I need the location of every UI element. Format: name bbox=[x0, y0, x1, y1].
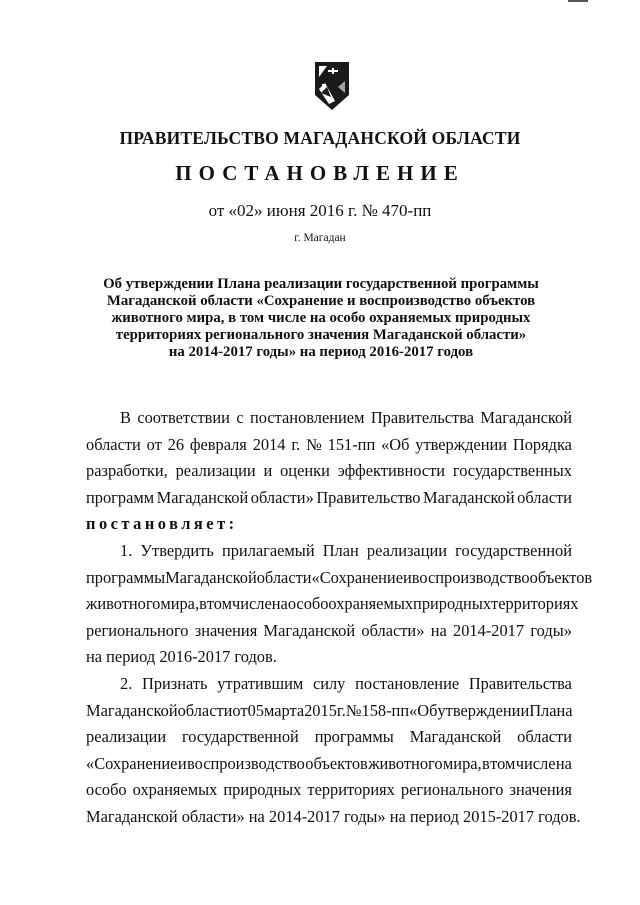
item2-line bbox=[86, 698, 572, 725]
word: Плана bbox=[529, 700, 573, 720]
item1-line: на период 2016-2017 годов. bbox=[86, 647, 277, 667]
word: Признать bbox=[141, 673, 208, 693]
word: утверждении bbox=[437, 700, 530, 720]
word: в bbox=[482, 753, 490, 773]
word: объектов bbox=[305, 753, 368, 773]
document-date-number: от «02» июня 2016 г. № 470-пп bbox=[208, 201, 432, 220]
word: № bbox=[306, 434, 322, 454]
item1-line bbox=[86, 538, 572, 565]
document-type: ПОСТАНОВЛЕНИЕ bbox=[175, 161, 465, 185]
word: животного bbox=[86, 594, 161, 614]
word: годы» bbox=[530, 620, 572, 640]
word: г. bbox=[291, 434, 301, 454]
word: регионального bbox=[86, 620, 189, 640]
word: 05 bbox=[247, 700, 264, 720]
word: Утвердить bbox=[140, 540, 214, 560]
resolves-label: постановляет: bbox=[86, 514, 238, 534]
word: 1. bbox=[120, 540, 133, 560]
word: числе bbox=[515, 753, 556, 773]
word: соответствии bbox=[137, 408, 230, 427]
word: и bbox=[402, 567, 412, 587]
item2-line bbox=[86, 751, 572, 778]
word: от bbox=[232, 700, 248, 720]
word: на bbox=[271, 594, 288, 614]
word: области» bbox=[361, 620, 425, 640]
word: План bbox=[322, 540, 359, 560]
word: программы bbox=[86, 567, 166, 587]
item1-line bbox=[86, 618, 572, 645]
word: Магаданской bbox=[263, 620, 356, 640]
word: реализации bbox=[175, 461, 256, 481]
word: постановление bbox=[355, 673, 460, 693]
word: г. bbox=[336, 700, 346, 720]
word: том bbox=[206, 594, 233, 614]
subject-line: на 2014-2017 годы» на период 2016-2017 годов bbox=[168, 344, 474, 360]
document-subject bbox=[90, 276, 552, 361]
word: 2015 bbox=[304, 700, 337, 720]
word: особо bbox=[86, 780, 127, 800]
word: Правительства bbox=[468, 673, 572, 693]
word: Магаданской bbox=[423, 487, 515, 507]
word: № bbox=[345, 700, 362, 720]
word: прилагаемый bbox=[221, 540, 315, 560]
word: 26 bbox=[167, 434, 185, 454]
word: воспроизводство bbox=[187, 753, 305, 773]
coat-of-arms-icon bbox=[305, 57, 359, 113]
word: области bbox=[517, 727, 572, 747]
word: территориях bbox=[491, 594, 579, 614]
word: и bbox=[263, 461, 273, 481]
word: природных bbox=[223, 780, 302, 800]
word: от bbox=[146, 434, 162, 454]
preamble-line bbox=[86, 485, 572, 512]
word: мира, bbox=[160, 594, 200, 614]
item2-line bbox=[86, 777, 572, 804]
word: том bbox=[490, 753, 516, 773]
word: Порядка bbox=[512, 434, 572, 454]
subject-line: Об утверждении Плана реализации государственной программы bbox=[103, 276, 539, 292]
preamble-line bbox=[86, 458, 572, 485]
word: значения bbox=[509, 780, 572, 800]
word: реализации bbox=[366, 540, 448, 560]
word: в bbox=[199, 594, 207, 614]
subject-line: территориях регионального значения Магаданской области» bbox=[115, 327, 527, 343]
item1-line bbox=[86, 591, 579, 618]
subject-line: животного мира, в том числе на особо охраняемых природных bbox=[111, 310, 531, 326]
word: постановлением bbox=[250, 408, 365, 427]
word: объектов bbox=[529, 567, 593, 587]
word: 2. bbox=[120, 673, 133, 693]
preamble-line bbox=[86, 432, 572, 459]
word: февраля bbox=[189, 434, 247, 454]
word: значения bbox=[194, 620, 258, 640]
word: мира, bbox=[442, 753, 482, 773]
word: на bbox=[555, 753, 572, 773]
word: «Об bbox=[381, 434, 410, 454]
word: марта bbox=[263, 700, 305, 720]
word: области» bbox=[250, 487, 314, 507]
word: области bbox=[256, 567, 312, 587]
word: государственной bbox=[181, 727, 299, 747]
word: регионального bbox=[400, 780, 504, 800]
word: Правительство bbox=[316, 487, 421, 507]
word: программ bbox=[86, 487, 155, 507]
word: числе bbox=[232, 594, 272, 614]
word: области bbox=[86, 434, 141, 454]
item1-line bbox=[86, 565, 593, 592]
word: 158-пп bbox=[361, 700, 410, 720]
word: с bbox=[236, 408, 244, 427]
subject-line: Магаданской области «Сохранение и воспроизводство объектов bbox=[106, 293, 536, 309]
word: Магаданской bbox=[156, 487, 249, 507]
word: природных bbox=[413, 594, 492, 614]
word: силу bbox=[312, 673, 346, 693]
item2-line bbox=[86, 671, 572, 698]
word: воспроизводство bbox=[411, 567, 530, 587]
word: разработки, bbox=[86, 461, 168, 481]
word: государственных bbox=[452, 461, 572, 481]
word: области bbox=[517, 487, 572, 507]
word: Магаданской bbox=[480, 408, 572, 427]
word: утверждении bbox=[415, 434, 508, 454]
word: территориях bbox=[307, 780, 395, 800]
word: 151-пп bbox=[327, 434, 376, 454]
word: животного bbox=[368, 753, 443, 773]
word: охраняемых bbox=[132, 780, 218, 800]
word: программы bbox=[314, 727, 394, 747]
word: В bbox=[120, 408, 131, 427]
word: охраняемых bbox=[328, 594, 414, 614]
word: эффективности bbox=[337, 461, 446, 481]
preamble-line bbox=[86, 405, 572, 432]
scan-mark bbox=[568, 0, 588, 2]
word: на bbox=[430, 620, 447, 640]
word: «Сохранение bbox=[86, 753, 178, 773]
word: Магаданской bbox=[165, 567, 257, 587]
document-body bbox=[86, 405, 593, 831]
word: утратившим bbox=[217, 673, 304, 693]
item2-line bbox=[86, 724, 572, 751]
word: Магаданской bbox=[86, 700, 178, 720]
word: особо bbox=[287, 594, 329, 614]
word: и bbox=[177, 753, 187, 773]
word: области bbox=[177, 700, 233, 720]
word: оценки bbox=[280, 461, 330, 481]
word: Правительства bbox=[370, 408, 474, 427]
word: Магаданской bbox=[409, 727, 502, 747]
document-city: г. Магадан bbox=[294, 232, 346, 244]
word: «Об bbox=[409, 700, 438, 720]
word: государственной bbox=[455, 540, 572, 560]
word: реализации bbox=[86, 727, 167, 747]
item2-line: Магаданской области» на 2014-2017 годы» на период 2015-2017 годов. bbox=[86, 806, 581, 826]
word: 2014 bbox=[252, 434, 286, 454]
word: 2014-2017 bbox=[453, 620, 525, 640]
government-title: ПРАВИТЕЛЬСТВО МАГАДАНСКОЙ ОБЛАСТИ bbox=[119, 128, 521, 148]
word: «Сохранение bbox=[311, 567, 403, 587]
